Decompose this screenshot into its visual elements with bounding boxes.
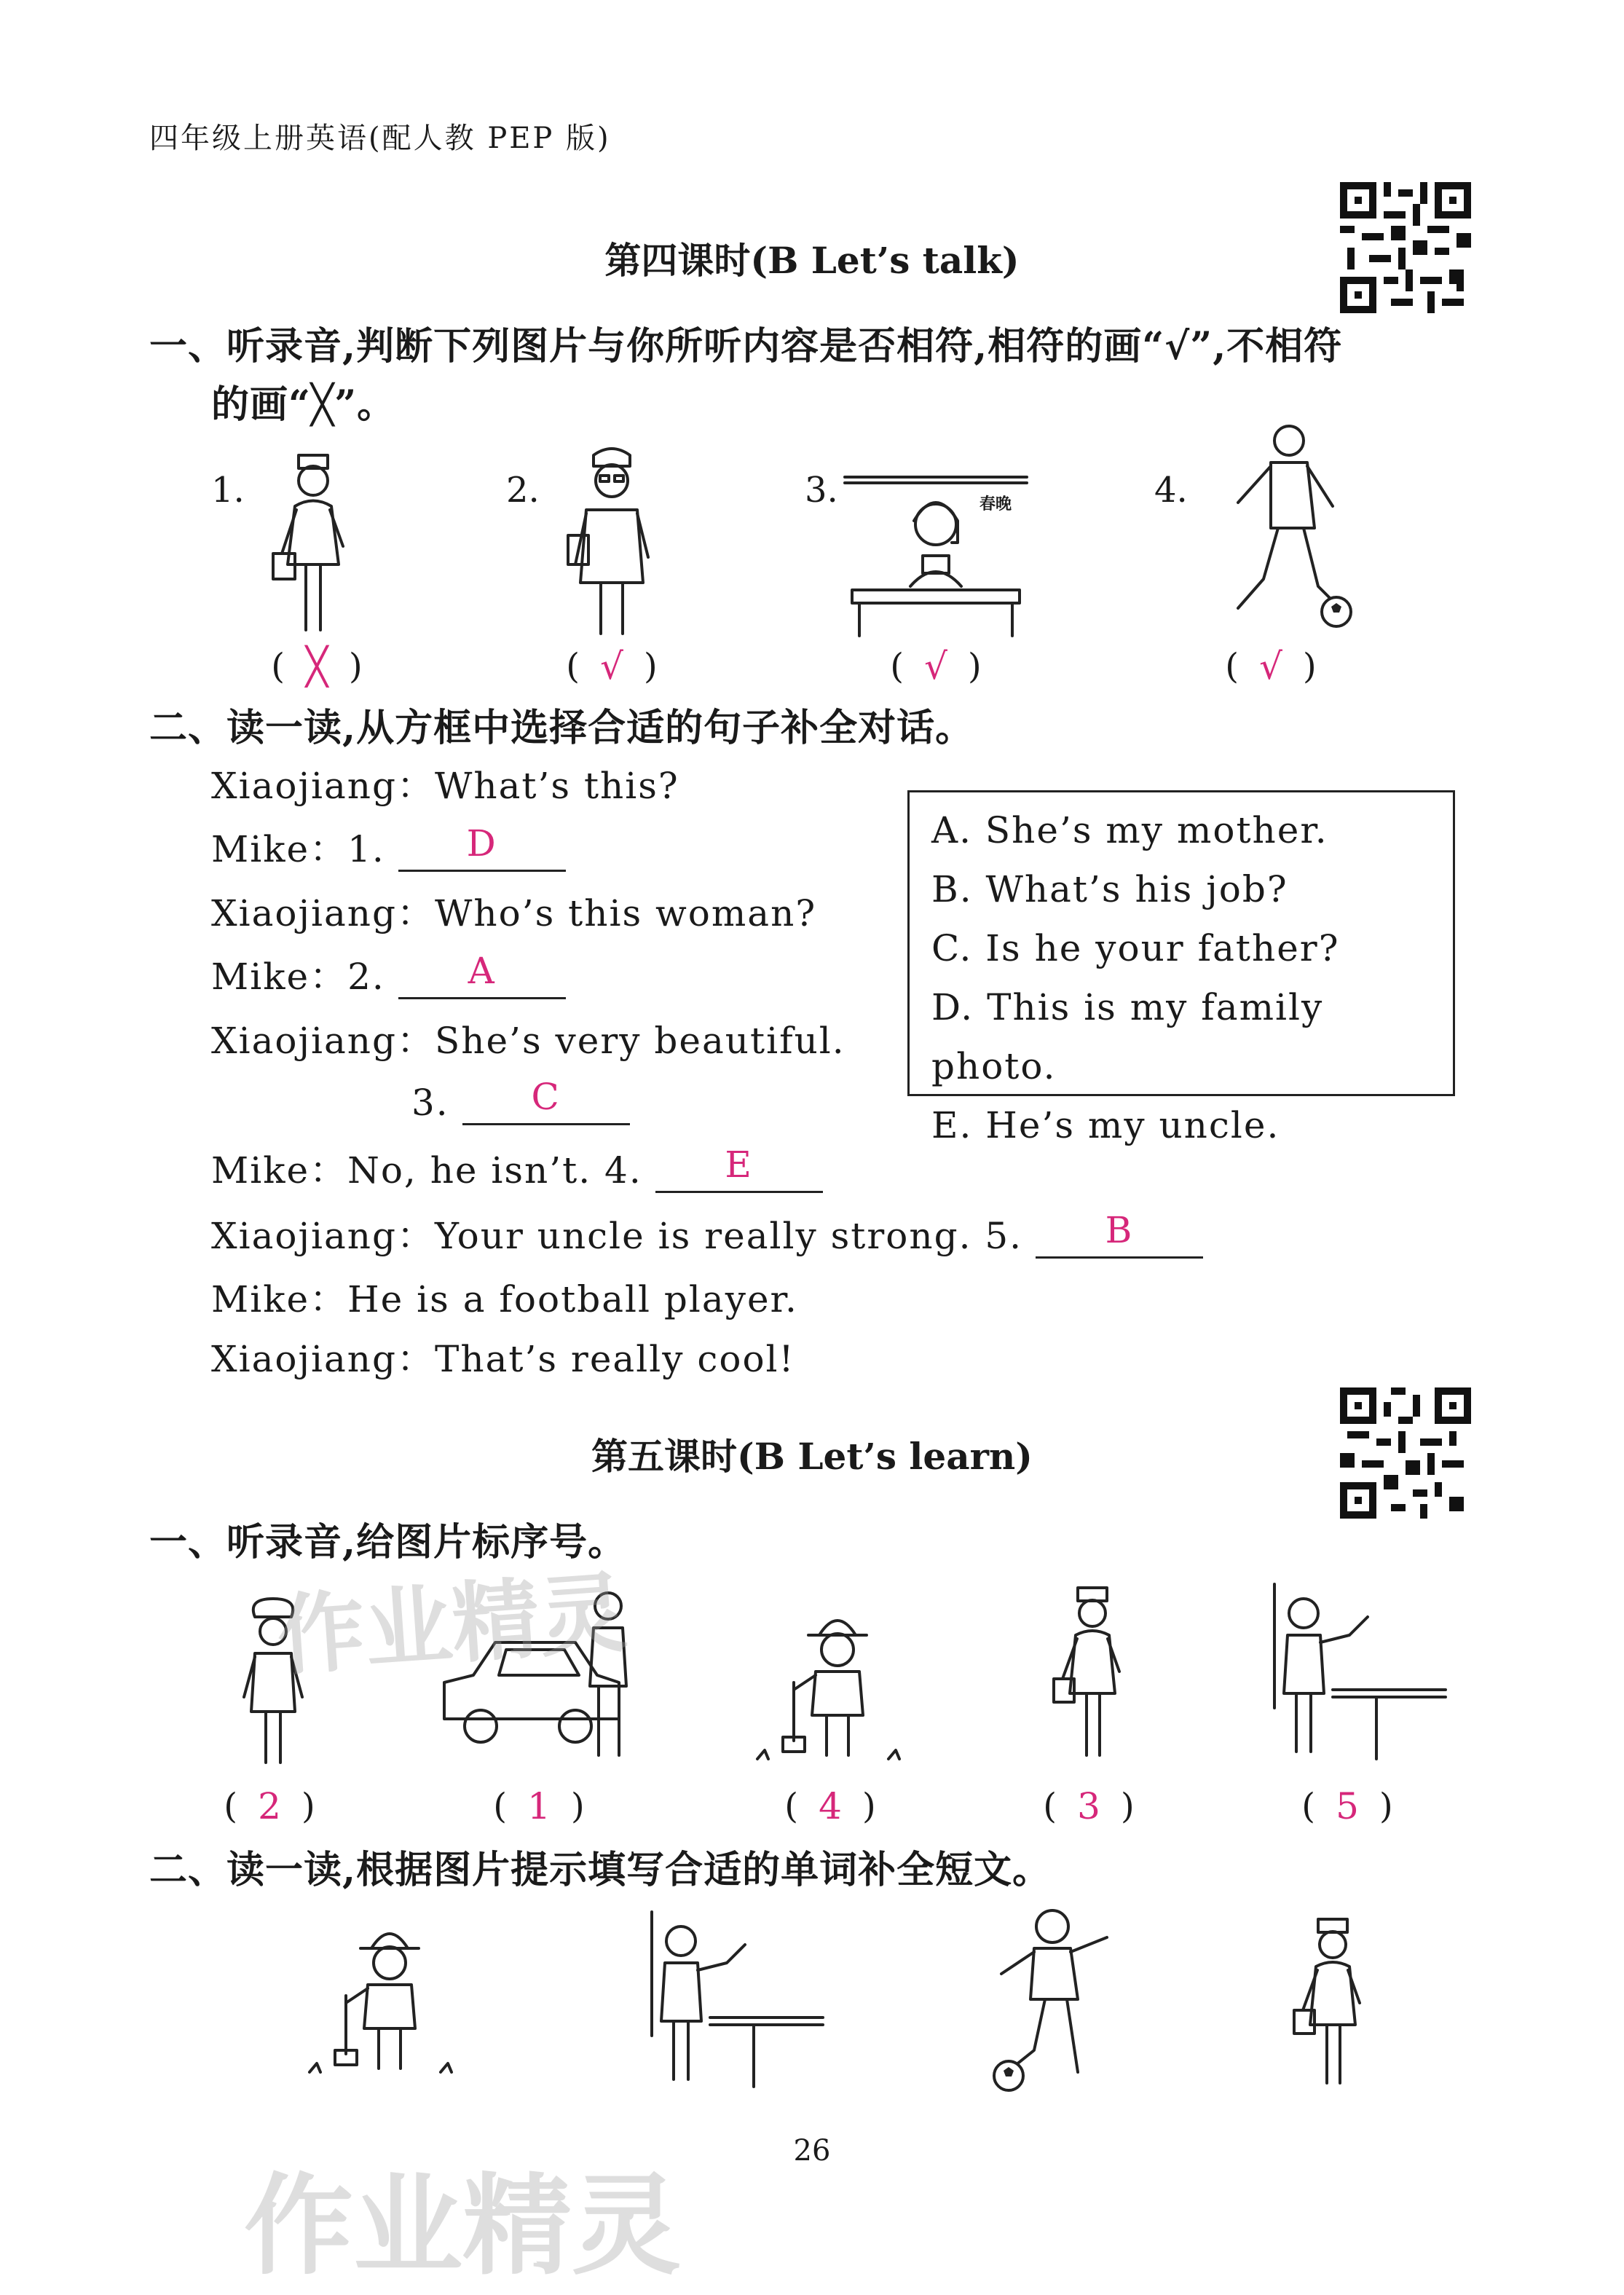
l4-q1-num-2: 2.: [506, 470, 540, 511]
dialogue-text: Xiaojiang：Your uncle is really strong. 5.: [211, 1215, 1023, 1257]
answer-blank-4[interactable]: E: [655, 1149, 823, 1193]
watermark: 作业精灵: [274, 1562, 630, 1688]
dialogue-line: [411, 1071, 630, 1135]
nurse-illustration: [1045, 1573, 1140, 1763]
dialogue-line: Xiaojiang：She’s very beautiful.: [211, 1020, 845, 1062]
l4-q1-answer-4: ( √ ): [1225, 645, 1317, 688]
l4-q1-num-1: 1.: [211, 470, 245, 511]
dialogue-text: Mike：2.: [211, 956, 385, 998]
option-d: D. This is my family photo.: [931, 986, 1324, 1087]
answer-number: 4: [819, 1785, 842, 1827]
farmer-illustration: [306, 1923, 473, 2079]
dialogue-line: Xiaojiang：What’s this?: [211, 765, 679, 807]
lesson5-title: 第五课时(B Let’s learn): [591, 1435, 1033, 1478]
answer-mark: √: [600, 645, 623, 688]
l5-q1-title: 一、听录音,给图片标序号。: [149, 1520, 627, 1564]
football-player-illustration: [983, 1905, 1122, 2094]
l5-q1-answer-2: ( 1 ): [493, 1785, 585, 1827]
farmer-illustration: [754, 1610, 921, 1766]
answer-number: 5: [1336, 1785, 1359, 1827]
option-a: A. She’s my mother.: [931, 809, 1328, 851]
answer-number: 3: [1077, 1785, 1100, 1827]
dialogue-text: Mike：No, he isn’t. 4.: [211, 1149, 642, 1192]
nurse-illustration: [259, 437, 368, 641]
dialogue-line: [211, 1138, 823, 1202]
football-player-illustration: [1202, 419, 1355, 637]
l4-q1-answer-1: ( ╳ ): [271, 645, 363, 688]
l4-q1-title-line1: 一、听录音,判断下列图片与你所听内容是否相符,相符的画“√”,不相符: [149, 324, 1343, 369]
l5-q1-answer-1: ( 2 ): [224, 1785, 315, 1827]
dialogue-text: 3.: [411, 1082, 449, 1124]
dialogue-text: Mike：1.: [211, 828, 385, 870]
l5-q1-answer-3: ( 4 ): [784, 1785, 876, 1827]
dialogue-line: [211, 945, 566, 1009]
doctor-illustration: [553, 441, 670, 641]
watermark: 作业精灵: [244, 2163, 682, 2290]
l4-q2-title: 二、读一读,从方框中选择合适的句子补全对话。: [149, 706, 974, 750]
l5-q1-answer-5: ( 5 ): [1301, 1785, 1393, 1827]
l4-q1-answer-3: ( √ ): [890, 645, 982, 688]
answer-blank-3[interactable]: C: [462, 1081, 630, 1125]
dialogue-line: Xiaojiang：Who’s this woman?: [211, 892, 817, 934]
options-box: [907, 790, 1455, 1146]
option-b: B. What’s his job?: [931, 868, 1288, 910]
answer-blank-2[interactable]: A: [398, 955, 566, 999]
answer-mark: √: [924, 645, 947, 688]
answer-blank-5[interactable]: B: [1036, 1214, 1203, 1259]
dialogue-line: Xiaojiang：That’s really cool!: [211, 1338, 795, 1380]
book-header: 四年级上册英语(配人教 PEP 版): [149, 122, 611, 155]
page-number: 26: [793, 2134, 831, 2168]
nurse-illustration: [1285, 1905, 1380, 2087]
answer-blank-1[interactable]: D: [398, 827, 566, 872]
dialogue-line: Mike：He is a football player.: [211, 1278, 798, 1320]
answer-mark: ╳: [305, 645, 328, 688]
lesson4-title: 第四课时(B Let’s talk): [604, 239, 1020, 282]
option-e: E. He’s my uncle.: [931, 1104, 1280, 1146]
teacher-illustration: [1267, 1580, 1449, 1763]
option-c: C. Is he your father?: [931, 927, 1340, 969]
answer-number: 1: [527, 1785, 551, 1827]
l5-q1-answer-4: ( 3 ): [1043, 1785, 1135, 1827]
l4-q1-title-line2: 的画“╳”。: [211, 382, 396, 427]
dialogue-line: [211, 1204, 1203, 1268]
answer-number: 2: [258, 1785, 281, 1827]
tv-label: 春晚: [979, 495, 1012, 513]
l4-q1-num-3: 3.: [805, 470, 838, 511]
l4-q1-answer-2: ( √ ): [566, 645, 658, 688]
l5-q2-title: 二、读一读,根据图片提示填写合适的单词补全短文。: [149, 1848, 1052, 1892]
l4-q1-num-4: 4.: [1154, 470, 1188, 511]
answer-mark: √: [1259, 645, 1282, 688]
teacher-illustration: [645, 1908, 827, 2090]
dialogue-line: [211, 817, 566, 881]
